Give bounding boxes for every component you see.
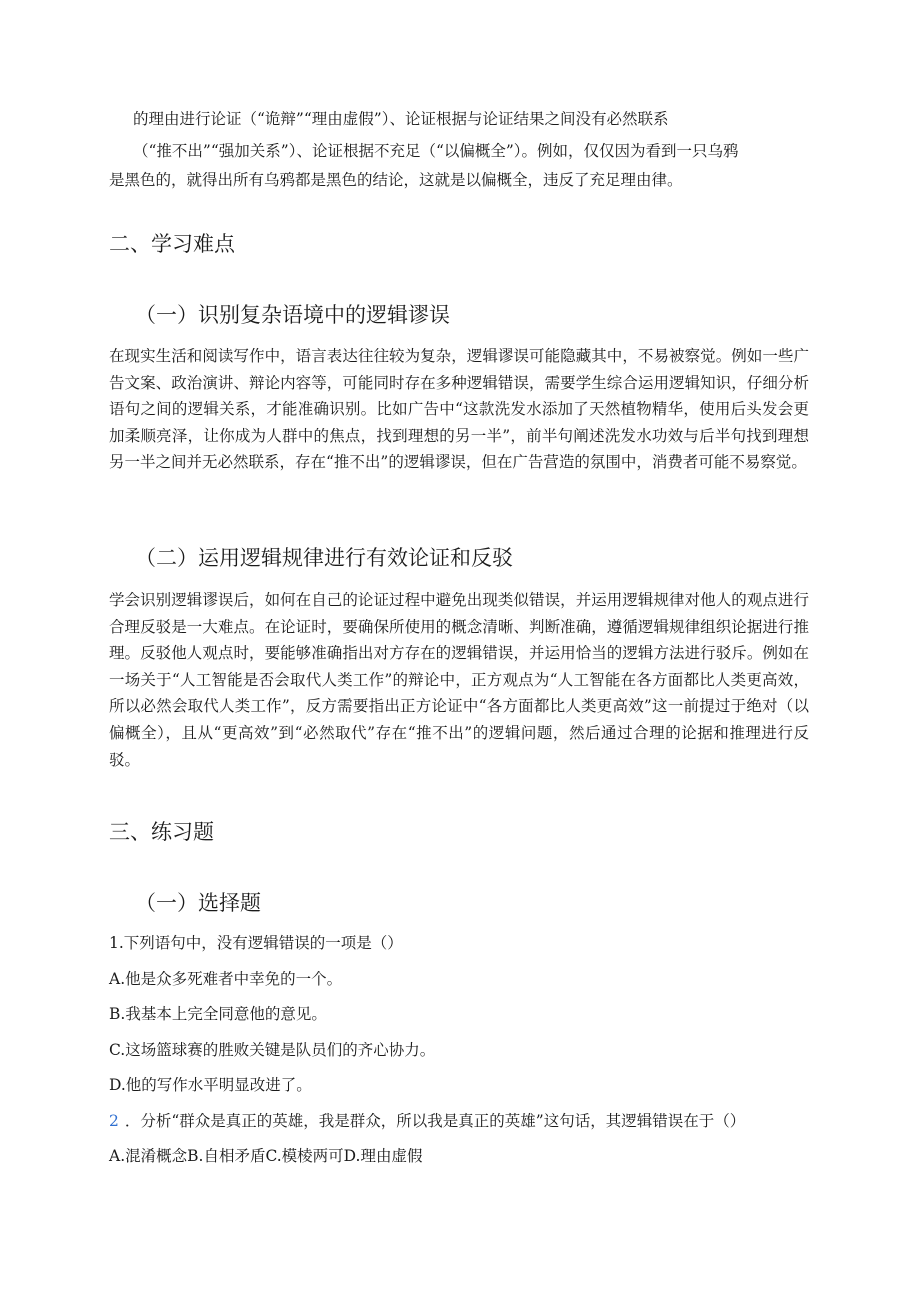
section-3-1-heading: （一）选择题: [135, 891, 261, 915]
question-1-option-d: D.他的写作水平明显改进了。: [109, 1076, 312, 1094]
section-2-1-body: 在现实生活和阅读写作中，语言表达往往较为复杂，逻辑谬误可能隐藏其中，不易被察觉。例如一些广告文案、政治演讲、辩论内容等，可能同时存在多种逻辑错误，需要学生综合运用逻辑知识，仔细分析语句之间的逻辑关系，才能准确识别。比如广告中“这款洗发水添加了天然植物精华，使用后头发会更加柔顺亮泽，让你成为人群中的焦点，找到理想的另一半”，前半句阐述洗发水功效与后半句找到理想另一半之间并无必然联系，存在“推不出”的逻辑谬误，但在广告营造的氛围中，消费者可能不易察觉。: [109, 347, 809, 472]
question-2-stem: ．分析“群众是真正的英雄，我是群众，所以我是真正的英雄”这句话，其逻辑错误在于（）: [124, 1112, 746, 1130]
intro-line-3: 是黑色的，就得出所有乌鸦都是黑色的结论，这就是以偏概全，违反了充足理由律。: [109, 171, 683, 189]
question-1-option-b: B.我基本上完全同意他的意见。: [109, 1005, 327, 1023]
question-2-stem-line: [109, 1111, 745, 1131]
intro-line-1: 的理由进行论证（“诡辩”“理由虚假”）、论证根据与论证结果之间没有必然联系: [133, 110, 669, 128]
question-2-number: 2: [109, 1112, 119, 1130]
question-1-option-a: A.他是众多死难者中幸免的一个。: [109, 970, 343, 988]
question-2-options: A.混淆概念B.自相矛盾C.模棱两可D.理由虚假: [109, 1147, 423, 1165]
intro-line-2: （“推不出”“强加关系”）、论证根据不充足（“以偏概全”）。例如，仅仅因为看到一只乌鸦: [133, 142, 739, 160]
section-2-2-heading: （二）运用逻辑规律进行有效论证和反驳: [135, 546, 513, 570]
section-2-heading: 二、学习难点: [109, 232, 235, 256]
section-2-2-body: 学会识别逻辑谬误后，如何在自己的论证过程中避免出现类似错误，并运用逻辑规律对他人的观点进行合理反驳是一大难点。在论证时，要确保所使用的概念清晰、判断准确，遵循逻辑规律组织论据进行推理。反驳他人观点时，要能够准确指出对方存在的逻辑错误，并运用恰当的逻辑方法进行驳斥。例如在一场关于“人工智能是否会取代人类工作”的辩论中，正方观点为“人工智能在各方面都比人类更高效，所以必然会取代人类工作”，反方需要指出正方论证中“各方面都比人类更高效”这一前提过于绝对（以偏概全），且从“更高效”到“必然取代”存在“推不出”的逻辑问题，然后通过合理的论据和推理进行反驳。: [109, 591, 809, 769]
question-1-stem: 1.下列语句中，没有逻辑错误的一项是（）: [109, 934, 403, 952]
section-2-1-heading: （一）识别复杂语境中的逻辑谬误: [135, 303, 450, 327]
section-3-heading: 三、练习题: [109, 820, 214, 844]
question-1-option-c: C.这场篮球赛的胜败关键是队员们的齐心协力。: [109, 1041, 436, 1059]
